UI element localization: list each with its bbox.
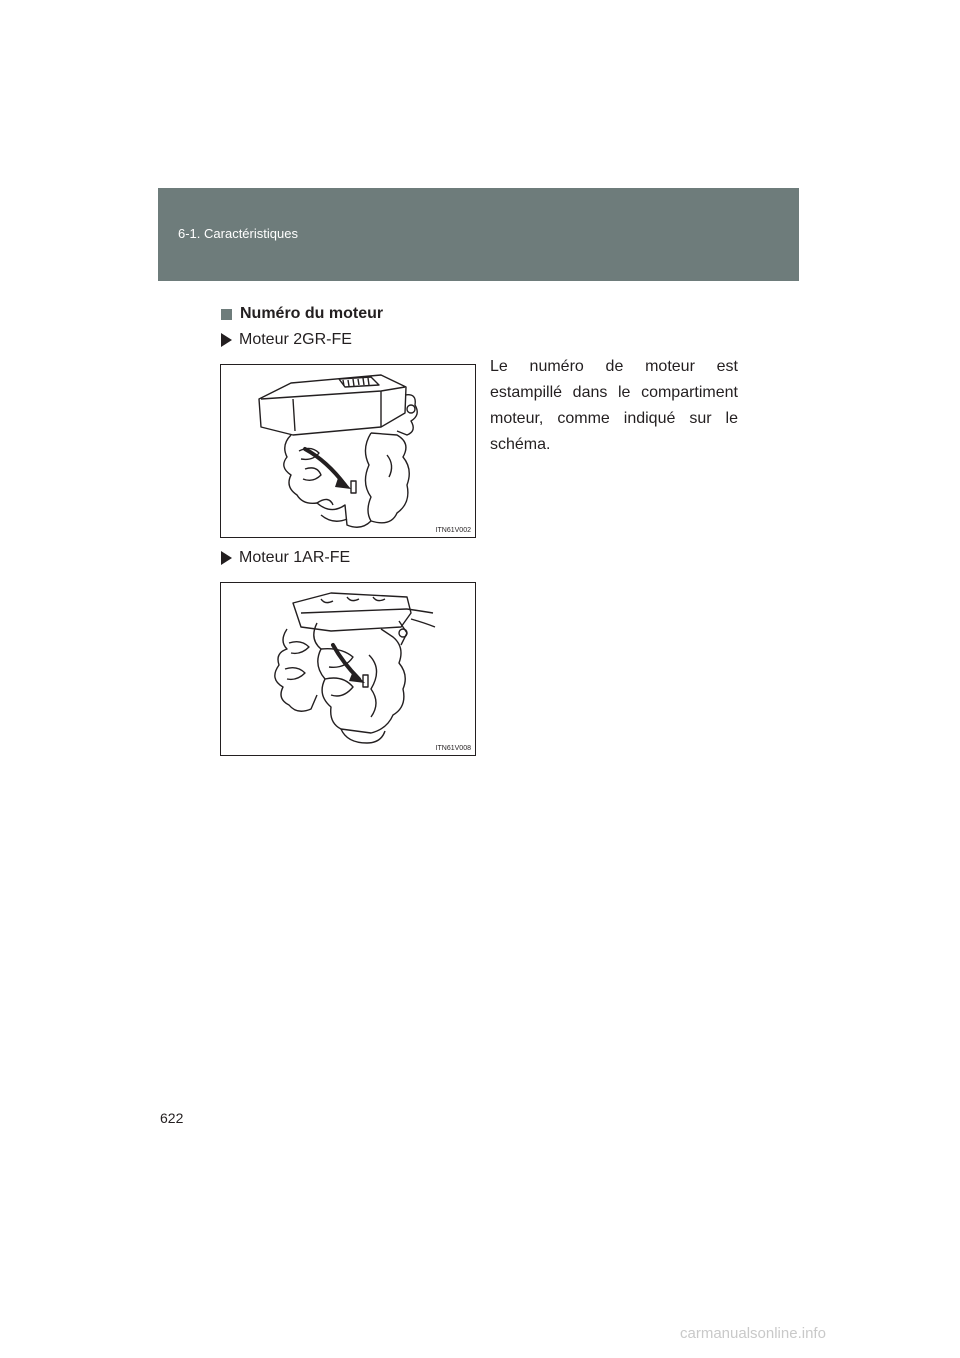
figure-code-2gr: ITN61V002	[435, 527, 471, 534]
page-number: 622	[160, 1110, 184, 1126]
section-title	[221, 305, 383, 323]
engine-label-1ar: Moteur 1AR-FE	[239, 549, 351, 566]
body-text: Le numéro de moteur est estampillé dans le compartiment moteur, comme indiqué sur le schéma.	[490, 358, 738, 453]
engine-item-1ar	[221, 549, 350, 567]
section-title-text: Numéro du moteur	[240, 305, 384, 322]
square-bullet-icon	[221, 309, 232, 320]
header-band	[158, 188, 799, 281]
engine-illustration-2gr	[221, 365, 475, 537]
engine-figure-1ar	[220, 582, 476, 756]
figure-code-1ar: ITN61V008	[435, 745, 471, 752]
watermark: carmanualsonline.info	[680, 1325, 826, 1342]
breadcrumb: 6-1. Caractéristiques	[178, 226, 298, 241]
engine-item-2gr	[221, 331, 352, 349]
triangle-bullet-icon	[221, 333, 232, 347]
engine-figure-2gr	[220, 364, 476, 538]
engine-illustration-1ar	[221, 583, 475, 755]
triangle-bullet-icon	[221, 551, 232, 565]
engine-label-2gr: Moteur 2GR-FE	[239, 331, 352, 348]
